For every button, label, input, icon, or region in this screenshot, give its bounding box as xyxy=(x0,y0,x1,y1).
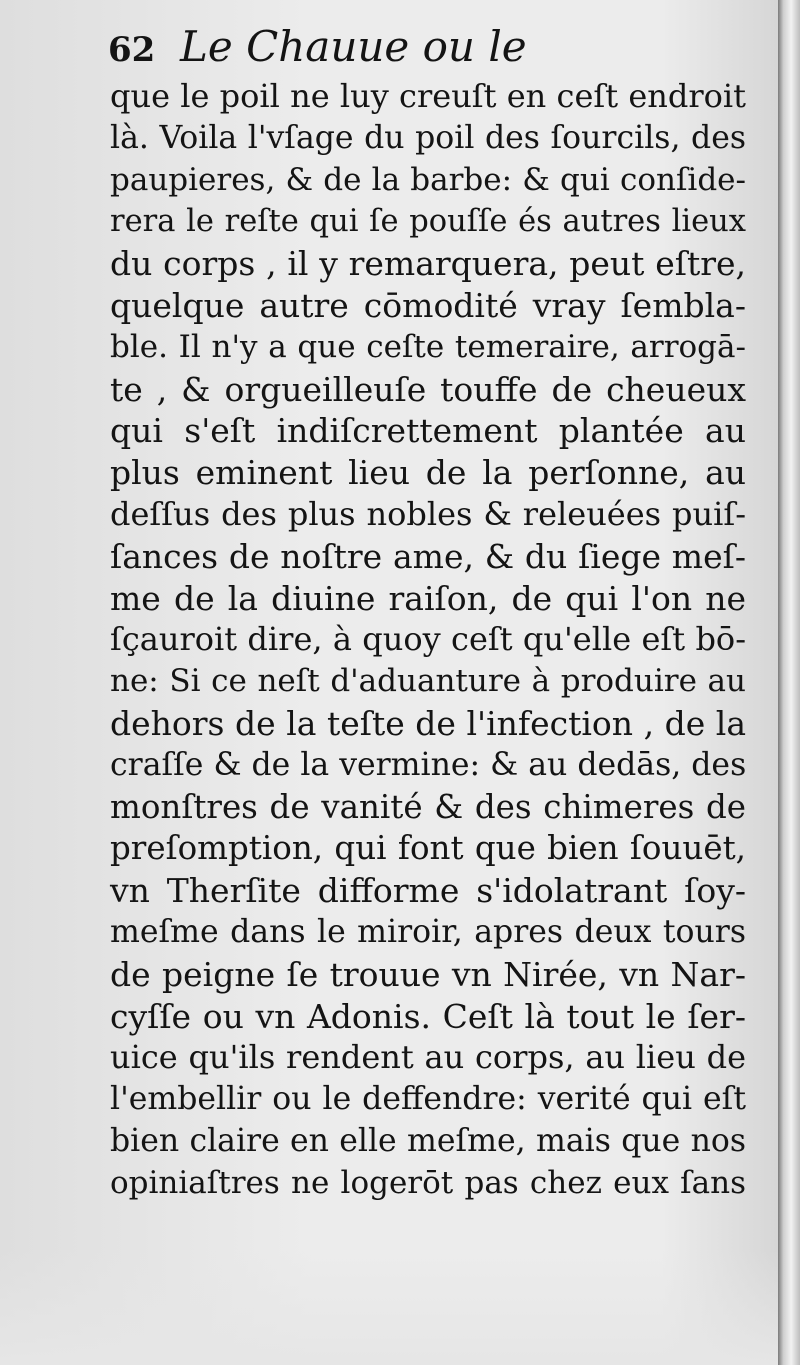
text-line: craſſe & de la vermine: & au dedās, des xyxy=(110,746,747,783)
text-line: opiniaſtres ne logerōt pas chez eux ſans xyxy=(110,1164,746,1201)
text-line: paupieres, & de la barbe: & qui conſide- xyxy=(110,161,746,198)
page-header xyxy=(108,22,527,74)
body-text xyxy=(110,76,746,1205)
text-line: vn Therſite difforme s'idolatrant ſoy- xyxy=(110,871,746,911)
text-line: bien claire en elle meſme, mais que nos xyxy=(110,1122,746,1159)
text-line: cyſſe ou vn Adonis. Ceſt là tout le ſer- xyxy=(110,996,746,1036)
text-line: ble. Il n'y a que ceſte temeraire, arrogā- xyxy=(110,328,746,365)
text-line: ne: Si ce neſt d'aduanture à produire au xyxy=(110,663,746,700)
text-line: meſme dans le miroir, apres deux tours xyxy=(110,913,746,950)
page-number: 62 xyxy=(108,30,156,70)
text-line: du corps , il y remarquera, peut eſtre, xyxy=(110,244,746,284)
text-line: plus eminent lieu de la perſonne, au xyxy=(110,453,746,493)
text-line: l'embellir ou le deffendre: verité qui eſt xyxy=(110,1081,746,1118)
text-line: rera le reſte qui ſe pouſſe és autres lieux xyxy=(110,204,746,240)
text-line: te , & orgueilleuſe touffe de cheueux xyxy=(110,369,746,409)
text-line: ſçauroit dire, à quoy ceſt qu'elle eſt bō- xyxy=(110,620,746,659)
text-line: que le poil ne luy creuſt en ceſt endroit xyxy=(110,77,746,115)
text-line: deſſus des plus nobles & releuées puiſ- xyxy=(110,494,746,533)
text-line: monſtres de vanité & des chimeres de xyxy=(110,787,746,826)
page-edge xyxy=(778,0,800,1365)
text-line: preſomption, qui font que bien ſouuēt, xyxy=(110,829,746,868)
text-line: de peigne ſe trouue vn Nirée, vn Nar- xyxy=(110,954,746,994)
page-bottom-margin xyxy=(0,1250,778,1365)
text-line: là. Voila l'vſage du poil des ſourcils, des xyxy=(110,119,746,156)
text-line: qui s'eſt indiſcrettement plantée au xyxy=(110,411,746,451)
text-line: ſances de noſtre ame, & du ſiege meſ- xyxy=(110,536,746,576)
text-line: uice qu'ils rendent au corps, au lieu de xyxy=(110,1038,746,1077)
running-title: Le Chauue ou le xyxy=(180,22,527,71)
text-line: dehors de la teſte de l'infection , de la xyxy=(110,703,746,743)
text-line: me de la diuine raiſon, de qui l'on ne xyxy=(110,578,746,618)
text-line: quelque autre cōmodité vray ſembla- xyxy=(110,285,746,325)
